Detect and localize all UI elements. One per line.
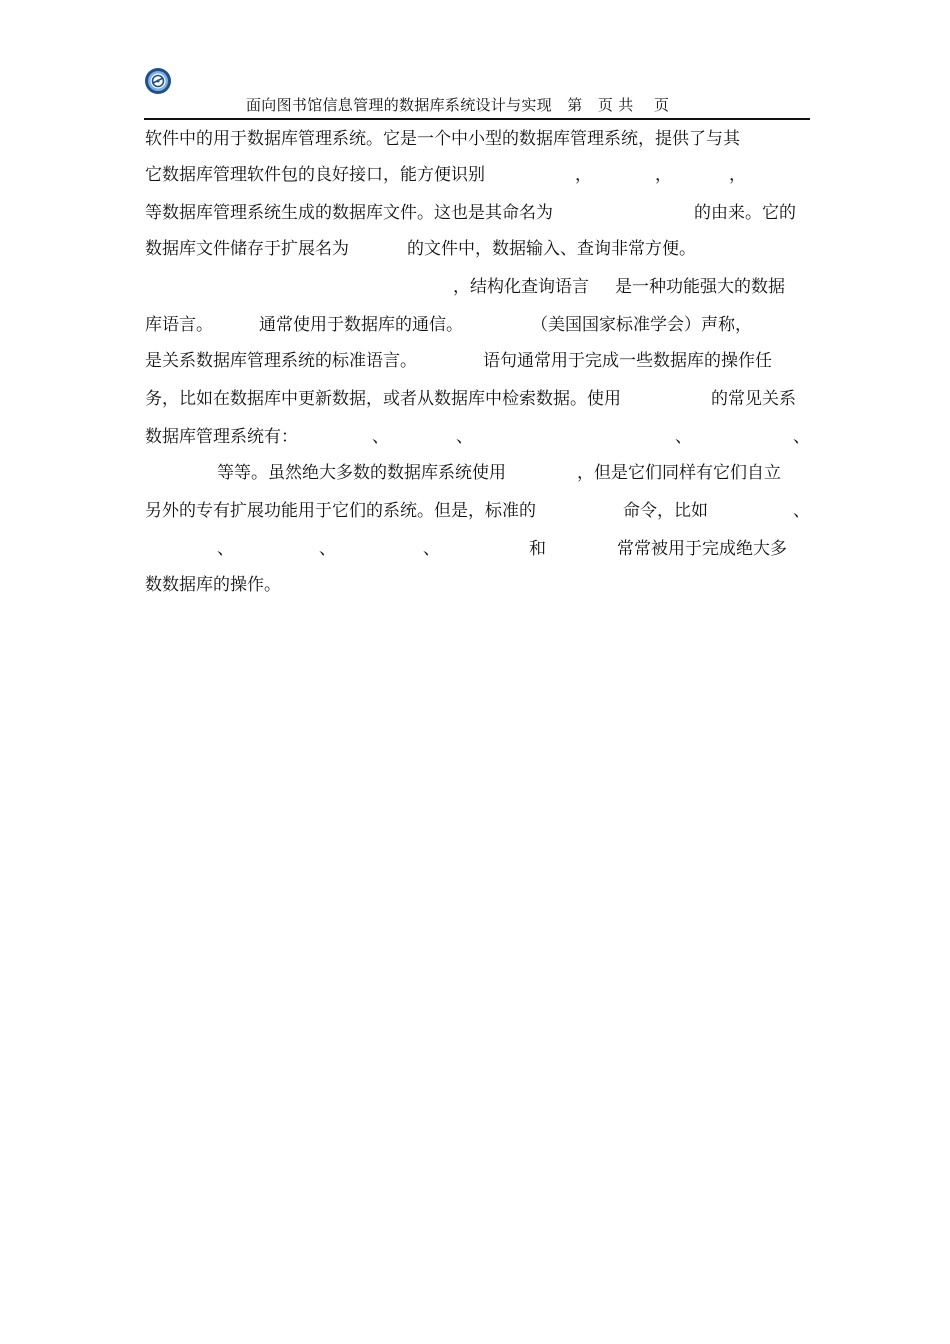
paragraph-line — [145, 422, 810, 452]
text-run: 、 — [675, 427, 692, 447]
text-run: 通常使用于数据库的通信。 — [259, 315, 463, 335]
text-run: 它数据库管理软件包的良好接口，能方便识别 — [145, 165, 485, 185]
running-header: 面向图书馆信息管理的数据库系统设计与实现 第 页 共 页 — [246, 96, 670, 114]
text-run: （美国国家标准学会）声称， — [531, 315, 752, 335]
paragraph-line — [145, 272, 810, 302]
text-run: 、 — [793, 501, 810, 521]
text-run: 、 — [456, 427, 473, 447]
paragraph-line — [145, 310, 810, 340]
text-run: 另外的专有扩展功能用于它们的系统。但是，标准的 — [145, 501, 536, 521]
text-run: 是关系数据库管理系统的标准语言。 — [145, 351, 417, 371]
text-run: 的文件中，数据输入、查询非常方便。 — [407, 239, 696, 259]
text-run: 、 — [372, 427, 389, 447]
paragraph-line — [145, 570, 810, 600]
text-run: 的常见关系 — [711, 389, 796, 409]
text-run: ， — [575, 165, 592, 185]
text-run: 、 — [217, 539, 234, 559]
text-run: 等数据库管理系统生成的数据库文件。这也是其命名为 — [145, 203, 553, 223]
text-run: 务，比如在数据库中更新数据，或者从数据库中检索数据。使用 — [145, 389, 621, 409]
text-run: 数数据库的操作。 — [145, 575, 281, 595]
text-run: 和 — [529, 539, 546, 559]
paragraph-line — [145, 346, 810, 376]
text-run: 是一种功能强大的数据 — [615, 277, 785, 297]
text-run: 、 — [423, 539, 440, 559]
text-run: 常常被用于完成绝大多 — [617, 539, 787, 559]
paragraph-line — [145, 458, 810, 488]
paragraph-line — [145, 496, 810, 526]
university-logo-icon — [144, 67, 172, 95]
header-divider — [144, 118, 810, 120]
paragraph-line — [145, 160, 810, 190]
paragraph-line — [145, 234, 810, 264]
paragraph-line — [145, 384, 810, 414]
text-run: 的由来。它的 — [694, 203, 796, 223]
text-run: 数据库文件储存于扩展名为 — [145, 239, 349, 259]
paragraph-line — [145, 534, 810, 564]
text-run: 、 — [793, 427, 810, 447]
text-run: 、 — [319, 539, 336, 559]
text-run: 等等。虽然绝大多数的数据库系统使用 — [217, 463, 506, 483]
text-run: 命令，比如 — [623, 501, 708, 521]
text-run: 语句通常用于完成一些数据库的操作任 — [483, 351, 772, 371]
text-run: 数据库管理系统有： — [145, 427, 298, 447]
text-run: 软件中的用于数据库管理系统。它是一个中小型的数据库管理系统，提供了与其 — [145, 129, 740, 149]
text-run: ，结构化查询语言 — [453, 277, 589, 297]
text-run: 库语言。 — [145, 315, 213, 335]
text-run: ， — [655, 165, 672, 185]
paragraph-line — [145, 124, 810, 154]
text-run: ，但是它们同样有它们自立 — [577, 463, 781, 483]
text-run: ， — [729, 165, 746, 185]
paragraph-line — [145, 198, 810, 228]
